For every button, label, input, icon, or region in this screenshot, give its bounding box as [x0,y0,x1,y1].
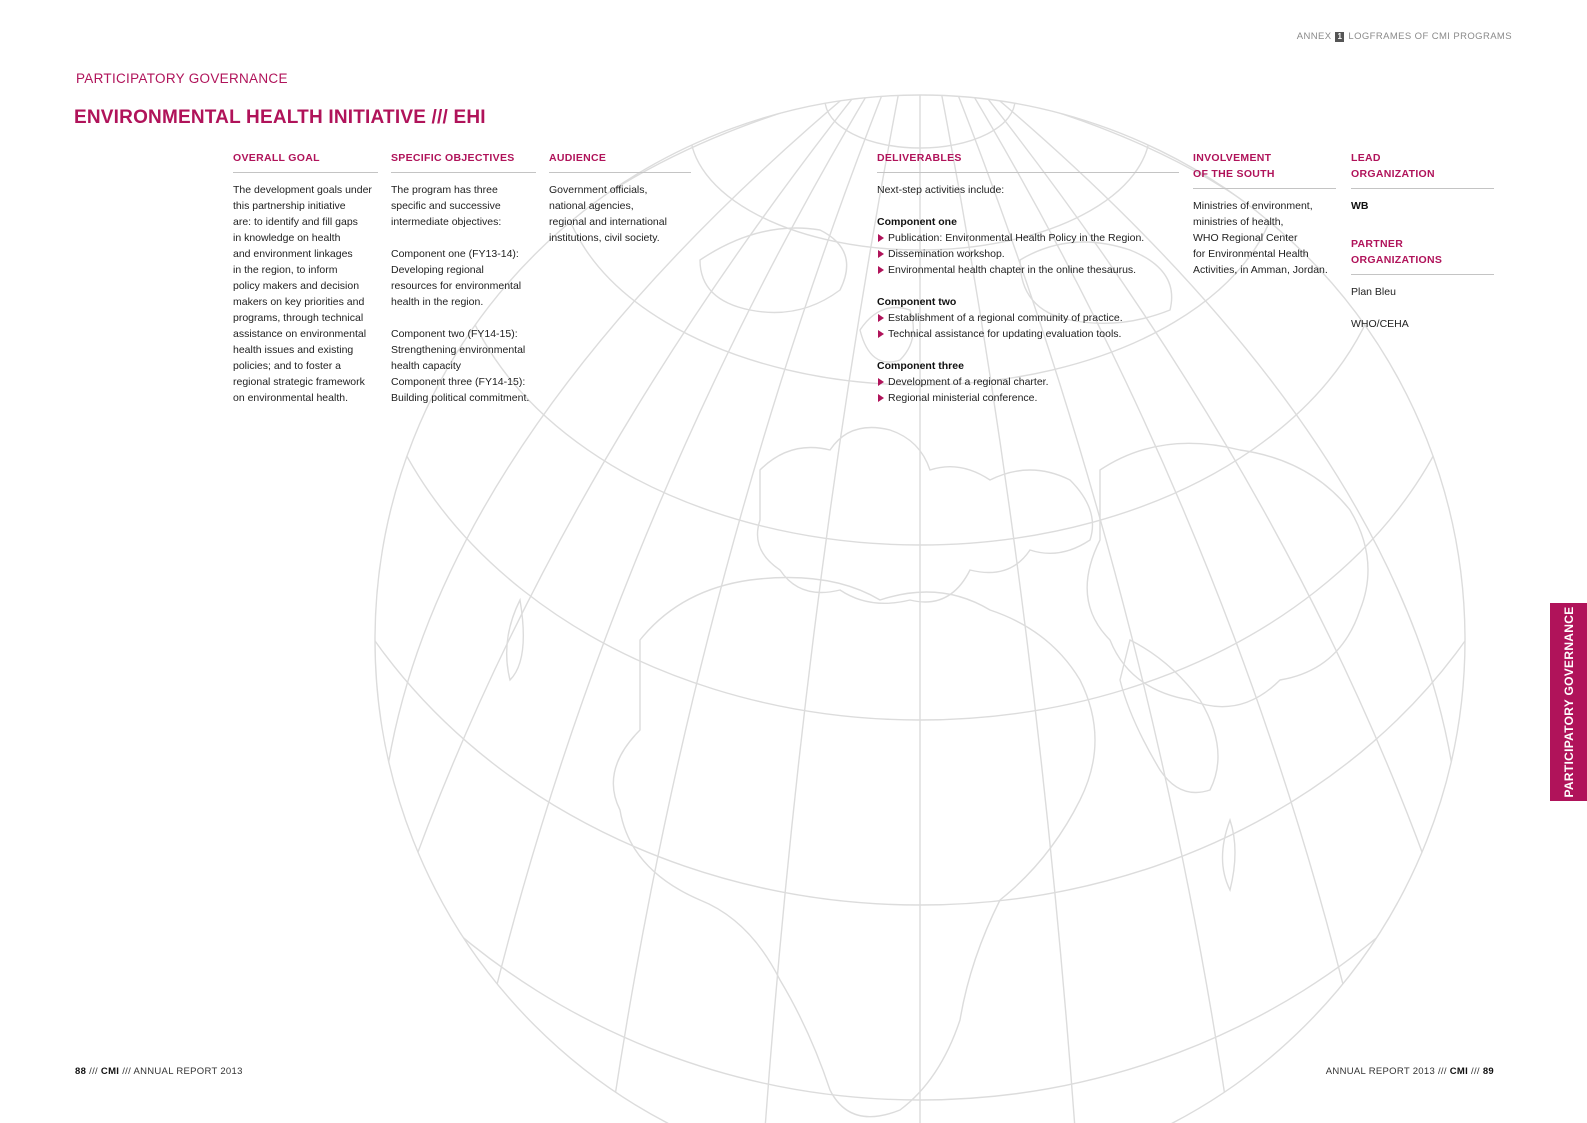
deliverables-list [877,374,1179,406]
deliverable-item: Development of a regional charter. [877,374,1179,390]
specific-objectives-column [391,150,536,406]
deliverables-heading: DELIVERABLES [877,150,1179,173]
deliverable-item: Establishment of a regional community of practice. [877,310,1179,326]
overall-goal-line: programs, through technical [233,312,364,324]
involvement-line: ministries of health, [1193,216,1284,228]
footer-separator: /// [1437,1066,1447,1077]
overall-goal-line: this partnership initiative [233,200,346,212]
objectives-intro-line: intermediate objectives: [391,216,502,228]
footer-report: ANNUAL REPORT 2013 [133,1066,243,1077]
footer-separator: /// [1471,1066,1480,1077]
deliverable-item: Publication: Environmental Health Policy in the Region. [877,230,1179,246]
deliverable-item: Environmental health chapter in the online thesaurus. [877,262,1179,278]
footer-left [75,1066,243,1077]
audience-line: Government officials, [549,184,648,196]
objectives-component-one-line: resources for environmental [391,280,522,292]
annex-title: LOGFRAMES OF CMI PROGRAMS [1348,31,1512,42]
involvement-line: Ministries of environment, [1193,200,1313,212]
objectives-intro-line: specific and successive [391,200,501,212]
footer-page-number: 89 [1482,1066,1494,1077]
deliverables-intro: Next-step activities include: [877,184,1005,196]
overall-goal-line: in knowledge on health [233,232,341,244]
deliverable-item: Dissemination workshop. [877,246,1179,262]
overall-goal-line: regional strategic framework [233,376,365,388]
involvement-line: WHO Regional Center [1193,232,1298,244]
deliverables-component-title: Component three [877,360,964,372]
lead-organization-value: WB [1351,200,1369,212]
deliverables-component-title: Component one [877,216,957,228]
deliverables-list [877,310,1179,342]
overall-goal-line: and environment linkages [233,248,353,260]
overall-goal-line: The development goals under [233,184,372,196]
involvement-heading-line: INVOLVEMENT [1193,152,1272,164]
objectives-component-line: Component two (FY14-15): [391,328,518,340]
lead-organization-heading [1351,150,1494,189]
overall-goal-line: health issues and existing [233,344,354,356]
audience-column [549,150,691,246]
objectives-component-line: Component three (FY14-15): [391,376,526,388]
involvement-line: Activities, in Amman, Jordan. [1193,264,1328,276]
audience-heading: AUDIENCE [549,150,691,173]
section-label: PARTICIPATORY GOVERNANCE [76,71,288,86]
deliverables-column [877,150,1179,406]
objectives-component-one-line: Component one (FY13-14): [391,248,519,260]
objectives-component-line: health capacity [391,360,462,372]
partner-organization: Plan Bleu [1351,286,1396,298]
annex-prefix: ANNEX [1296,31,1332,42]
deliverables-component-title: Component two [877,296,957,308]
audience-line: regional and international [549,216,667,228]
partner-organization: WHO/CEHA [1351,318,1409,330]
objectives-component-one-line: health in the region. [391,296,484,308]
partner-heading-line: ORGANIZATIONS [1351,254,1443,266]
overall-goal-line: assistance on environmental [233,328,367,340]
objectives-component-line: Building political commitment. [391,392,530,404]
side-tab-label: PARTICIPATORY GOVERNANCE [1561,606,1576,798]
overall-goal-line: policies; and to foster a [233,360,341,372]
involvement-heading [1193,150,1336,189]
audience-line: institutions, civil society. [549,232,660,244]
overall-goal-line: policy makers and decision [233,280,360,292]
audience-line: national agencies, [549,200,634,212]
involvement-line: for Environmental Health [1193,248,1309,260]
overall-goal-line: are: to identify and fill gaps [233,216,358,228]
overall-goal-line: makers on key priorities and [233,296,365,308]
objectives-component-one-line: Developing regional [391,264,484,276]
lead-heading-line: LEAD [1351,152,1381,164]
annex-header [1297,31,1512,42]
overall-goal-heading: OVERALL GOAL [233,150,378,173]
deliverables-list [877,230,1179,278]
deliverable-item: Technical assistance for updating evaluation tools. [877,326,1179,342]
lead-organization-column [1351,150,1494,332]
deliverable-item: Regional ministerial conference. [877,390,1179,406]
objectives-component-line: Strengthening environmental [391,344,526,356]
footer-org: CMI [1449,1066,1469,1077]
overall-goal-column [233,150,378,406]
overall-goal-line: on environmental health. [233,392,348,404]
partner-organizations-heading [1351,236,1494,275]
footer-report: ANNUAL REPORT 2013 [1325,1066,1436,1077]
footer-org: CMI [100,1066,120,1077]
specific-objectives-heading: SPECIFIC OBJECTIVES [391,150,536,173]
involvement-heading-line: OF THE SOUTH [1193,168,1275,180]
footer-separator: /// [89,1066,98,1077]
partner-heading-line: PARTNER [1351,238,1404,250]
footer-separator: /// [122,1066,132,1077]
overall-goal-line: in the region, to inform [233,264,338,276]
objectives-intro-line: The program has three [391,184,498,196]
side-section-tab [1550,603,1587,801]
page-title: ENVIRONMENTAL HEALTH INITIATIVE /// EHI [74,107,486,128]
footer-page-number: 88 [75,1066,87,1077]
involvement-column [1193,150,1336,278]
footer-right [1326,1066,1494,1077]
lead-heading-line: ORGANIZATION [1351,168,1435,180]
annex-number-badge: 1 [1337,32,1343,41]
